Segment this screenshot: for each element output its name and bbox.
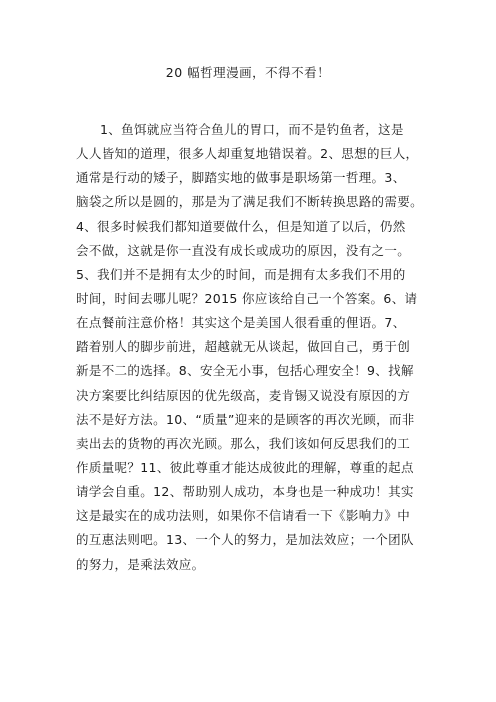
text-line: 通常是行动的矮子，脚踏实地的做事是职场第一哲理。3、 bbox=[76, 170, 406, 186]
text-line: 会不做，这就是你一直没有成长或成功的原因，没有之一。 bbox=[76, 242, 411, 258]
text-line: 卖出去的货物的再次光顾。那么，我们该如何反思我们的工 bbox=[76, 435, 411, 451]
text-line: 法不是好方法。10、“质量”迎来的是顾客的再次光顾，而非 bbox=[76, 411, 415, 427]
text-line: 踏着别人的脚步前进，超越就无从谈起，做回自己，勇于创 bbox=[76, 339, 411, 355]
text-line: 请学会自重。12、帮助别人成功，本身也是一种成功！其实 bbox=[76, 484, 414, 500]
text-line: 这是最实在的成功法则，如果你不信请看一下《影响力》中 bbox=[76, 508, 411, 524]
text-line: 脑袋之所以是圆的，那是为了满足我们不断转换思路的需要。 bbox=[76, 194, 423, 210]
text-line: 的努力，是乘法效应。 bbox=[76, 556, 205, 572]
text-line: 新是不二的选择。8、安全无小事，包括心理安全！9、找解 bbox=[76, 363, 414, 379]
text-line: 人人皆知的道理，很多人却重复地错误着。2、思想的巨人， bbox=[76, 146, 419, 162]
text-line: 时间，时间去哪儿呢？2015 你应该给自己一个答案。6、请 bbox=[76, 290, 418, 306]
text-line: 1、鱼饵就应当符合鱼儿的胃口，而不是钓鱼者，这是 bbox=[100, 122, 404, 137]
document-title: 20 幅哲理漫画，不得不看！ bbox=[165, 65, 331, 80]
text-line: 的互惠法则吧。13、一个人的努力，是加法效应；一个团队 bbox=[76, 532, 414, 548]
text-line: 5、我们并不是拥有太少的时间，而是拥有太多我们不用的 bbox=[76, 266, 406, 282]
body-text bbox=[76, 118, 436, 577]
text-line: 4、很多时候我们都知道要做什么，但是知道了以后，仍然 bbox=[76, 218, 406, 234]
text-line: 决方案要比纠结原因的优先级高，麦肯锡又说没有原因的方 bbox=[76, 387, 411, 403]
text-line: 在点餐前注意价格！其实这个是美国人很看重的俚语。7、 bbox=[76, 315, 406, 331]
text-line: 作质量呢？11、彼此尊重才能达成彼此的理解，尊重的起点 bbox=[76, 459, 414, 475]
